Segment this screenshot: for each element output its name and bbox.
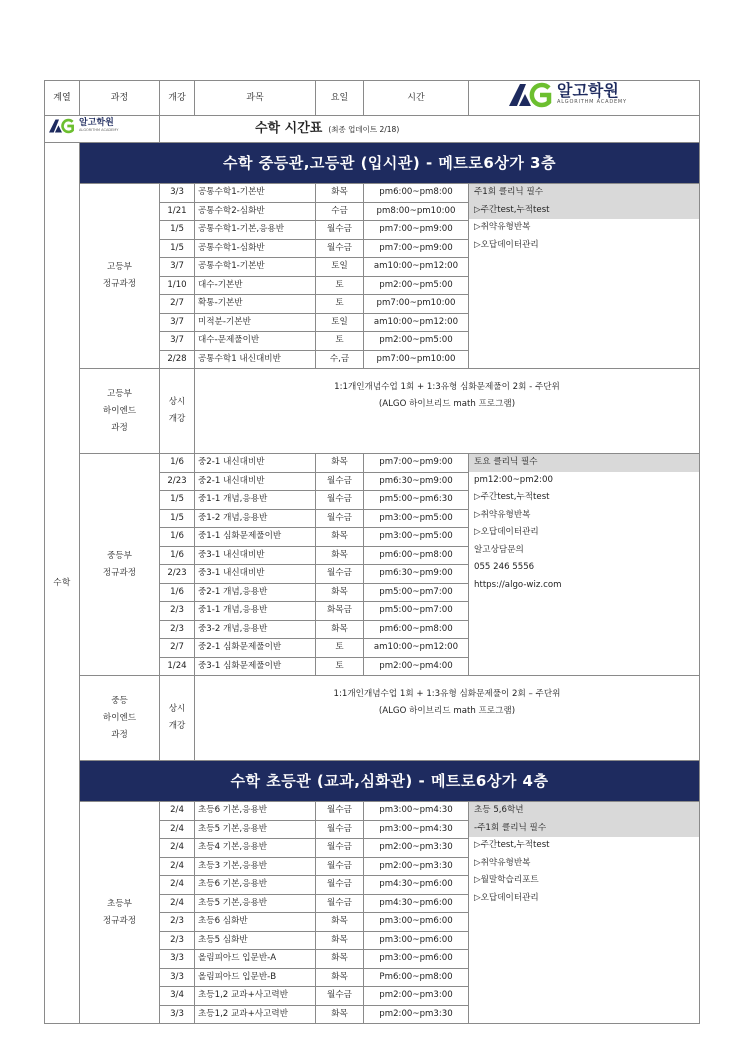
highend-row [45, 676, 700, 761]
brand-subtitle-small: ALGORITHM ACADEMY [79, 127, 119, 132]
start-date: 1/6 [160, 454, 195, 473]
subject: 초등3 기본,응용반 [195, 857, 316, 876]
highend-row [45, 369, 700, 454]
course-group-label-line: 중등 [111, 695, 128, 706]
time: pm8:00~pm10:00 [364, 202, 469, 221]
course-group-label [80, 369, 160, 454]
subject: 미적분-기본반 [195, 313, 316, 332]
note-line: ▷주간test,누적test [474, 840, 550, 850]
start-date: 3/7 [160, 313, 195, 332]
day: 화목 [316, 931, 364, 950]
start-date: 3/3 [160, 968, 195, 987]
note-line: ▷주간test,누적test [469, 202, 699, 220]
timetable [44, 80, 700, 1024]
subject: 공통수학2-심화반 [195, 202, 316, 221]
time: am10:00~pm12:00 [364, 639, 469, 658]
day: 토일 [316, 258, 364, 277]
start-date: 3/3 [160, 184, 195, 203]
ag-logo-small-icon [49, 118, 75, 134]
subject: 중1-1 개념,응용반 [195, 491, 316, 510]
time: pm6:30~pm9:00 [364, 472, 469, 491]
time: pm4:30~pm6:00 [364, 876, 469, 895]
course-group-label-line: 정규과정 [102, 567, 137, 578]
subject: 중3-1 심화문제풀이반 [195, 657, 316, 676]
start-date: 3/7 [160, 258, 195, 277]
start-date: 2/28 [160, 350, 195, 369]
note-line: 알고상담문의 [474, 544, 524, 555]
subject: 초등6 기본,응용반 [195, 802, 316, 821]
day: 월수금 [316, 802, 364, 821]
note-line: 초등 5,6학년 [469, 802, 699, 820]
time: pm5:00~pm7:00 [364, 583, 469, 602]
start-date: 3/4 [160, 987, 195, 1006]
header-cell-subject: 과목 [195, 81, 316, 116]
time: pm3:00~pm6:00 [364, 931, 469, 950]
course-group-label-line: 정규과정 [102, 279, 137, 289]
time: pm3:00~pm4:30 [364, 820, 469, 839]
time: pm2:00~pm3:30 [364, 839, 469, 858]
day: 토 [316, 295, 364, 314]
course-group-label [80, 802, 160, 1024]
title-cell [160, 116, 700, 143]
start-date: 1/5 [160, 239, 195, 258]
course-group-label-line: 중등부 [107, 550, 132, 561]
start-date: 1/6 [160, 583, 195, 602]
start-date: 2/7 [160, 295, 195, 314]
brand-subtitle: ALGORITHM ACADEMY [557, 99, 627, 105]
start-line: 상시 [168, 397, 186, 407]
schedule-row [45, 184, 700, 203]
subject: 초등6 기본,응용반 [195, 876, 316, 895]
update-note: (최종 업데이트 2/18) [328, 124, 400, 134]
start-date: 1/21 [160, 202, 195, 221]
course-group-label-line: 하이엔드 [102, 712, 137, 723]
course-group-label [80, 454, 160, 676]
note-line: ▷오답데이터관리 [474, 527, 539, 537]
header-logo-cell [469, 81, 700, 116]
day: 월수금 [316, 820, 364, 839]
section-banner-row [45, 143, 700, 184]
brand-name-small: 알고학원 [79, 117, 114, 128]
schedule-row [45, 454, 700, 473]
course-group-label [80, 676, 160, 761]
subject: 공통수학1-기본반 [195, 258, 316, 277]
start-date: 2/23 [160, 565, 195, 584]
day: 월수금 [316, 987, 364, 1006]
hybrid-program-line: 1:1개인개념수업 1회 + 1:3유형 심화문제풀이 2회 – 주단위 [333, 689, 561, 699]
course-group-label [80, 184, 160, 369]
time: pm4:30~pm6:00 [364, 894, 469, 913]
subject: 공통수학1-기본,응용반 [195, 221, 316, 240]
ag-logo-icon [509, 82, 553, 108]
time: pm7:00~pm10:00 [364, 295, 469, 314]
note-line: https://algo-wiz.com [474, 579, 562, 590]
day: 토 [316, 639, 364, 658]
subject: 올림피아드 입문반-B [195, 968, 316, 987]
day: 월수금 [316, 839, 364, 858]
start-date [160, 369, 195, 454]
subject: 중3-2 개념,응용반 [195, 620, 316, 639]
subject: 중3-1 내신대비반 [195, 565, 316, 584]
note-line: -주1회 클리닉 필수 [469, 820, 699, 838]
note-line: ▷오답데이터관리 [474, 892, 539, 903]
time: pm7:00~pm10:00 [364, 350, 469, 369]
day: 화목 [316, 968, 364, 987]
time: pm6:00~pm8:00 [364, 620, 469, 639]
start-date: 1/6 [160, 546, 195, 565]
start-date: 1/10 [160, 276, 195, 295]
day: 월수금 [316, 565, 364, 584]
note-line: 토요 클리닉 필수 [469, 454, 699, 472]
note-line: ▷취약유형반복 [474, 222, 531, 232]
course-group-label-line: 하이엔드 [102, 405, 137, 416]
start-date: 1/24 [160, 657, 195, 676]
header-cell-category: 계열 [45, 81, 80, 116]
brand-name: 알고학원 [557, 81, 619, 100]
time: Pm6:00~pm8:00 [364, 968, 469, 987]
start-date: 1/5 [160, 491, 195, 510]
day: 화목 [316, 454, 364, 473]
day: 수금 [316, 202, 364, 221]
day: 화목 [316, 950, 364, 969]
hybrid-program-cell [195, 676, 700, 761]
day: 화목 [316, 528, 364, 547]
time: pm6:00~pm8:00 [364, 546, 469, 565]
section-banner-row [45, 761, 700, 802]
subject: 중2-1 개념,응용반 [195, 583, 316, 602]
note-line: ▷취약유형반복 [474, 857, 531, 868]
subject: 올림피아드 입문반-A [195, 950, 316, 969]
subject: 중1-2 개념,응용반 [195, 509, 316, 528]
day: 월수금 [316, 221, 364, 240]
course-group-label-line: 고등부 [107, 388, 132, 399]
subject: 중2-1 심화문제풀이반 [195, 639, 316, 658]
start-date: 3/3 [160, 1005, 195, 1024]
start-line: 상시 [168, 704, 186, 714]
time: pm2:00~pm5:00 [364, 332, 469, 351]
note-line: ▷월말학습리포트 [474, 875, 539, 885]
header-cell-day: 요일 [316, 81, 364, 116]
page-title: 수학 시간표 [255, 120, 323, 136]
day: 토일 [316, 313, 364, 332]
start-date: 2/3 [160, 913, 195, 932]
time: pm2:00~pm4:00 [364, 657, 469, 676]
title-row [45, 116, 700, 143]
header-cell-course: 과정 [80, 81, 160, 116]
subject: 중3-1 내신대비반 [195, 546, 316, 565]
time: pm3:00~pm4:30 [364, 802, 469, 821]
start-date: 2/7 [160, 639, 195, 658]
note-line: 주1회 클리닉 필수 [469, 184, 699, 202]
subject: 초등5 기본,응용반 [195, 820, 316, 839]
time: pm5:00~pm7:00 [364, 602, 469, 621]
start-line: 개강 [168, 414, 186, 424]
section-banner: 수학 중등관,고등관 (입시관) - 메트로6상가 3층 [80, 143, 700, 184]
subject: 초등5 기본,응용반 [195, 894, 316, 913]
course-group-label-line: 과정 [111, 422, 128, 433]
day: 토 [316, 657, 364, 676]
day: 월수금 [316, 509, 364, 528]
subject: 중2-1 내신대비반 [195, 472, 316, 491]
time: pm3:00~pm6:00 [364, 950, 469, 969]
hybrid-program-line: (ALGO 하이브리드 math 프로그램) [378, 706, 516, 716]
subject: 확통-기본반 [195, 295, 316, 314]
day: 화목금 [316, 602, 364, 621]
day: 토 [316, 332, 364, 351]
day: 토 [316, 276, 364, 295]
note-line: pm12:00~pm2:00 [474, 474, 553, 485]
time: pm7:00~pm9:00 [364, 454, 469, 473]
notes-cell [469, 184, 700, 369]
time: pm3:00~pm6:00 [364, 913, 469, 932]
start-date: 2/3 [160, 620, 195, 639]
day: 화목 [316, 546, 364, 565]
subject: 초등4 기본,응용반 [195, 839, 316, 858]
header-cell-start: 개강 [160, 81, 195, 116]
day: 화목 [316, 620, 364, 639]
subject: 중2-1 내신대비반 [195, 454, 316, 473]
start-date: 2/3 [160, 602, 195, 621]
start-date: 2/4 [160, 894, 195, 913]
subject: 중1-1 심화문제풀이반 [195, 528, 316, 547]
start-date: 3/3 [160, 950, 195, 969]
day: 월수금 [316, 876, 364, 895]
small-brand-logo [49, 118, 118, 134]
subject: 중1-1 개념,응용반 [195, 602, 316, 621]
day: 월수금 [316, 894, 364, 913]
day: 월수금 [316, 491, 364, 510]
day: 월수금 [316, 857, 364, 876]
hybrid-program-line: 1:1개인개념수업 1회 + 1:3유형 심화문제풀이 2회 - 주단위 [334, 382, 560, 392]
time: pm2:00~pm3:30 [364, 1005, 469, 1024]
note-line: ▷취약유형반복 [474, 509, 531, 520]
subject: 초등1,2 교과+사고력반 [195, 1005, 316, 1024]
subject: 초등6 심화반 [195, 913, 316, 932]
note-line: ▷주간test,누적test [474, 492, 550, 502]
section-banner: 수학 초등관 (교과,심화관) - 메트로6상가 4층 [80, 761, 700, 802]
header-cell-time: 시간 [364, 81, 469, 116]
start-date: 2/4 [160, 876, 195, 895]
time: pm7:00~pm9:00 [364, 239, 469, 258]
start-date: 2/4 [160, 839, 195, 858]
start-date: 3/7 [160, 332, 195, 351]
time: pm7:00~pm9:00 [364, 221, 469, 240]
subject: 대수-기본반 [195, 276, 316, 295]
day: 월수금 [316, 239, 364, 258]
start-line: 개강 [168, 721, 186, 731]
day: 화목 [316, 184, 364, 203]
start-date: 2/4 [160, 857, 195, 876]
notes-cell [469, 454, 700, 676]
day: 화목 [316, 913, 364, 932]
subject: 초등1,2 교과+사고력반 [195, 987, 316, 1006]
subject: 초등5 심화반 [195, 931, 316, 950]
title-logo-cell [45, 116, 160, 143]
start-date: 1/5 [160, 221, 195, 240]
time: pm3:00~pm5:00 [364, 509, 469, 528]
start-date [160, 676, 195, 761]
start-date: 1/6 [160, 528, 195, 547]
notes-cell [469, 802, 700, 1024]
start-date: 2/23 [160, 472, 195, 491]
start-date: 2/4 [160, 802, 195, 821]
category-cell: 수학 [45, 143, 80, 1024]
header-row [45, 81, 700, 116]
start-date: 1/5 [160, 509, 195, 528]
subject: 공통수학1-기본반 [195, 184, 316, 203]
time: pm6:00~pm8:00 [364, 184, 469, 203]
note-line: 055 246 5556 [474, 562, 535, 572]
day: 화목 [316, 1005, 364, 1024]
course-group-label-line: 과정 [111, 729, 128, 740]
time: pm2:00~pm5:00 [364, 276, 469, 295]
subject: 공통수학1 내신대비반 [195, 350, 316, 369]
course-group-label-line: 정규과정 [102, 915, 137, 926]
time: pm5:00~pm6:30 [364, 491, 469, 510]
brand-logo [509, 82, 627, 108]
day: 수,금 [316, 350, 364, 369]
subject: 공통수학1-심화반 [195, 239, 316, 258]
time: pm3:00~pm5:00 [364, 528, 469, 547]
start-date: 2/4 [160, 820, 195, 839]
subject: 대수-문제풀이반 [195, 332, 316, 351]
time: pm6:30~pm9:00 [364, 565, 469, 584]
hybrid-program-line: (ALGO 하이브리드 math 프로그램) [378, 399, 516, 409]
start-date: 2/3 [160, 931, 195, 950]
hybrid-program-cell [195, 369, 700, 454]
note-line: ▷오답데이터관리 [474, 239, 539, 250]
time: pm2:00~pm3:30 [364, 857, 469, 876]
time: am10:00~pm12:00 [364, 313, 469, 332]
day: 화목 [316, 583, 364, 602]
course-group-label-line: 고등부 [107, 262, 132, 272]
schedule-row [45, 802, 700, 821]
time: am10:00~pm12:00 [364, 258, 469, 277]
time: pm2:00~pm3:00 [364, 987, 469, 1006]
day: 월수금 [316, 472, 364, 491]
course-group-label-line: 초등부 [107, 898, 132, 909]
